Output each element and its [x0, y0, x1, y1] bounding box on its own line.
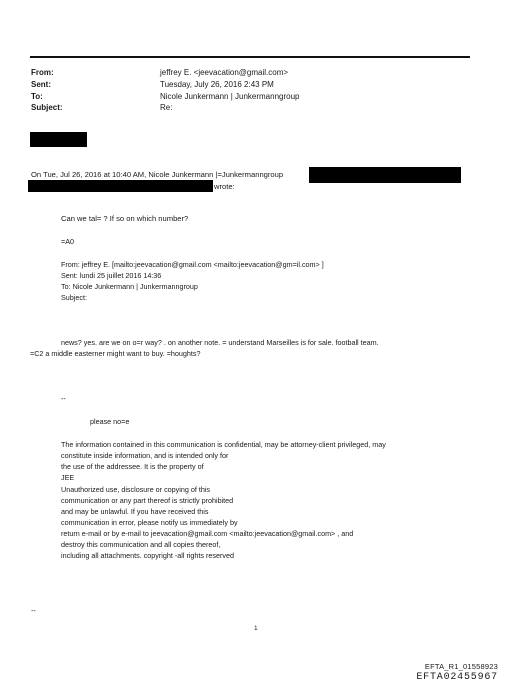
body-line: news? yes. are we on o=r way? . on another note. = understand Marseilles is for sale. football team.	[61, 338, 379, 347]
footer-id-primary: EFTA_R1_01558923	[424, 662, 498, 671]
redaction-block	[30, 132, 87, 147]
footer-id-secondary: EFTA02455967	[416, 672, 498, 683]
disclaimer-line: JEE	[61, 473, 75, 482]
orig-from: From: jeffrey E. [mailto:jeevacation@gmail.com <mailto:jeevacation@gm=il.com> ]	[61, 260, 324, 269]
orig-sent: Sent: lundi 25 juillet 2016 14:36	[61, 271, 162, 280]
orig-subject: Subject:	[61, 293, 87, 302]
to-value: Nicole Junkermann | Junkermanngroup	[160, 92, 300, 101]
orig-to: To: Nicole Junkermann | Junkermanngroup	[61, 282, 198, 291]
subject-label: Subject:	[31, 103, 63, 112]
separator: --	[61, 394, 66, 403]
from-value: jeffrey E. <jeevacation@gmail.com>	[160, 68, 289, 77]
redaction-block	[309, 167, 461, 183]
disclaimer-line: communication in error, please notify us immediately by	[61, 518, 238, 527]
sent-value: Tuesday, July 26, 2016 2:43 PM	[160, 80, 274, 89]
disclaimer-line: destroy this communication and all copies thereof,	[61, 540, 221, 549]
sent-label: Sent:	[31, 80, 51, 89]
disclaimer-line: including all attachments. copyright -all rights reserved	[61, 551, 234, 560]
disclaimer-line: constitute inside information, and is intended only for	[61, 451, 229, 460]
page-number: 1	[254, 625, 258, 632]
body-line: =C2 a middle easterner might want to buy. =houghts?	[30, 349, 201, 358]
disclaimer-line: communication or any part thereof is strictly prohibited	[61, 496, 234, 505]
separator: --	[31, 606, 36, 615]
disclaimer-line: the use of the addressee. It is the property of	[61, 462, 204, 471]
disclaimer-line: and may be unlawful. If you have received this	[61, 507, 209, 516]
disclaimer-line: Unauthorized use, disclosure or copying of this	[61, 485, 211, 494]
quote-intro-wrote: wrote:	[214, 182, 235, 191]
to-label: To:	[31, 92, 43, 101]
from-label: From:	[31, 68, 54, 77]
header-rule	[30, 56, 470, 58]
disclaimer-line: return e-mail or by e-mail to jeevacation@gmail.com <mailto:jeevacation@gmail.com> , and	[61, 529, 354, 538]
disclaimer-line: The information contained in this communication is confidential, may be attorney-client privileged, may	[61, 440, 386, 449]
quote-intro-line: On Tue, Jul 26, 2016 at 10:40 AM, Nicole Junkermann |=Junkermanngroup	[31, 170, 284, 179]
subject-value: Re:	[160, 103, 173, 112]
please-note: please no=e	[90, 417, 130, 426]
reply-line: Can we tal= ? If so on which number?	[61, 214, 189, 223]
redaction-block	[28, 180, 213, 192]
reply-line: =A0	[61, 237, 74, 246]
